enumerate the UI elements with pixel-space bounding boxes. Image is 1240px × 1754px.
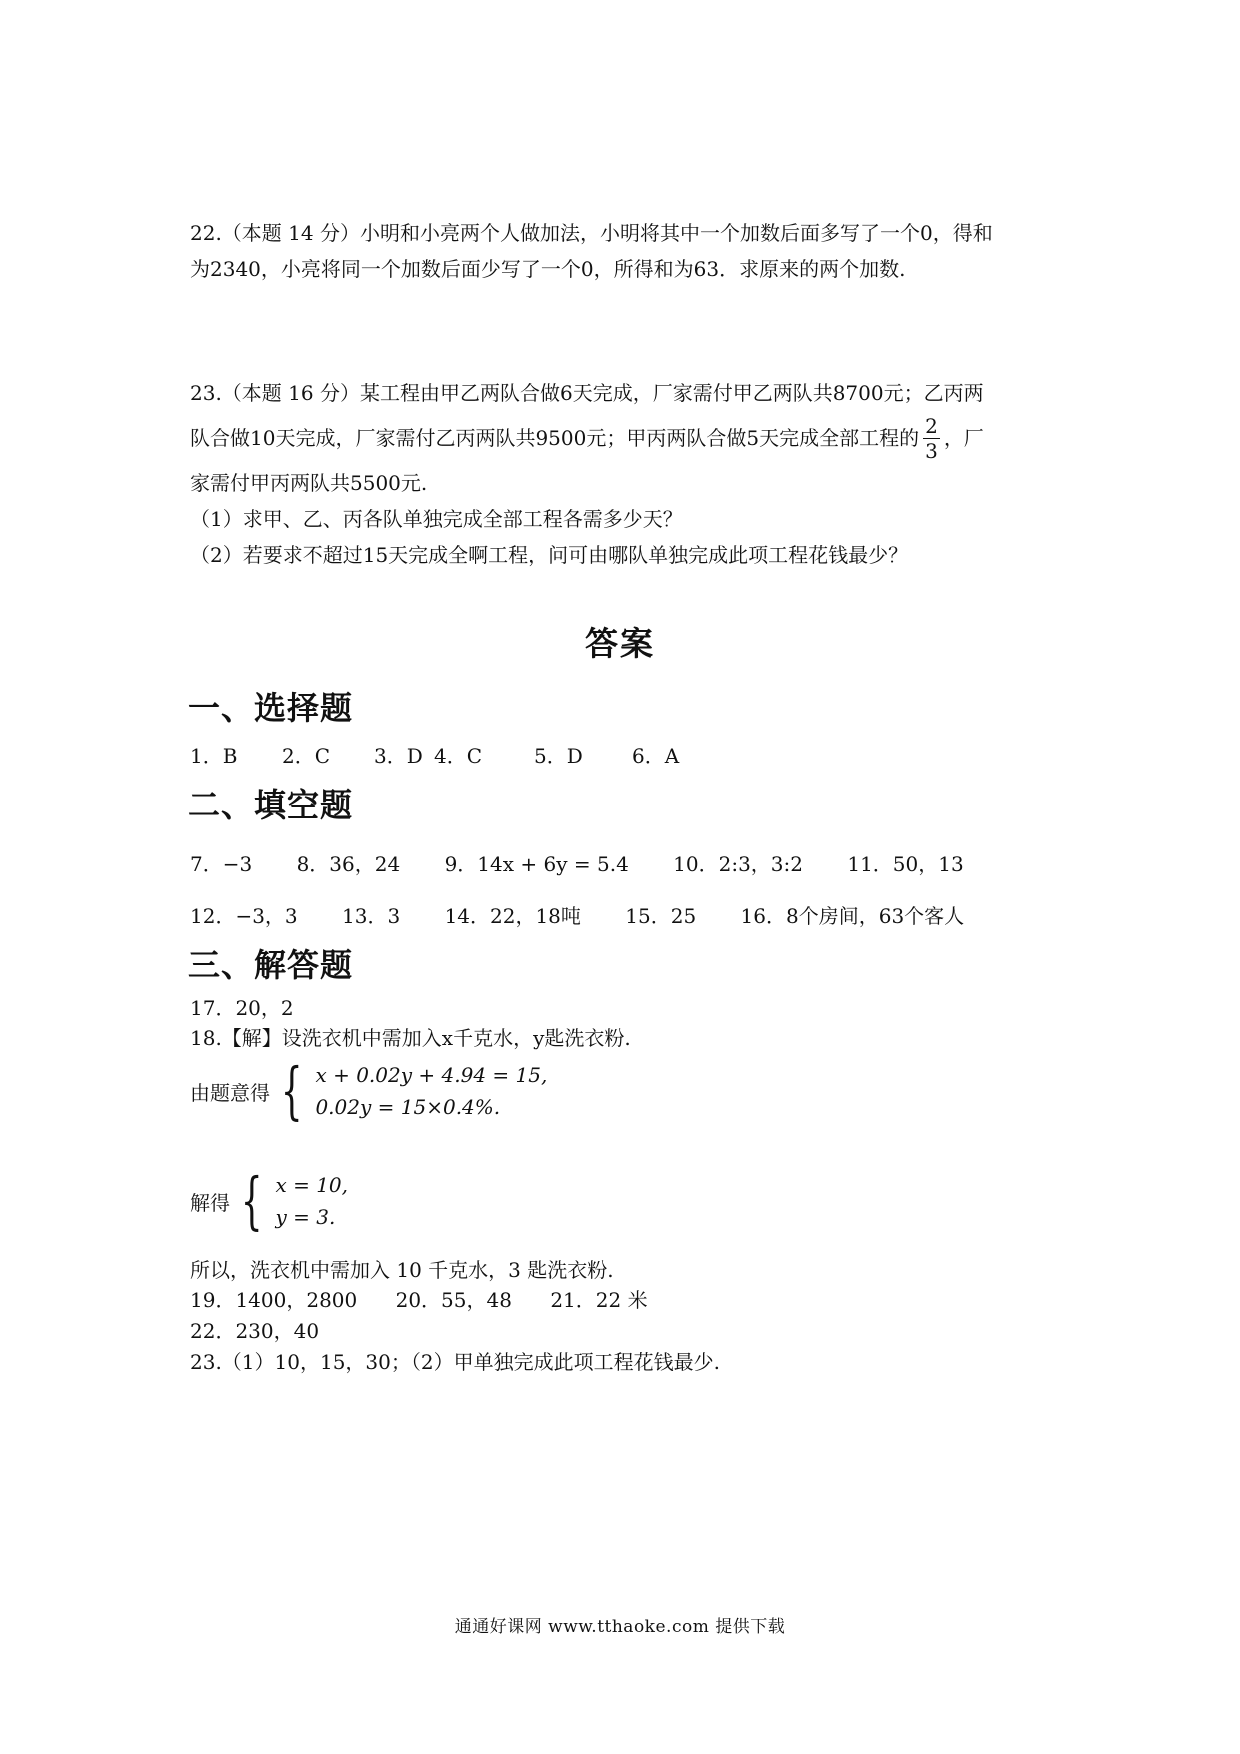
question-22-line-1: 22.（本题 14 分）小明和小亮两个人做加法，小明将其中一个加数后面多写了一个0，得和	[190, 221, 993, 245]
question-23-line-2-text: 队合做10天完成，厂家需付乙丙两队共9500元；甲丙两队合做5天完成全部工程的	[190, 426, 920, 450]
answer-22: 22．230，40	[190, 1319, 320, 1343]
equation-line: y = 3.	[275, 1205, 336, 1229]
fill-answer: 13．3	[342, 904, 401, 928]
fill-answer: 10．2:3，3:2	[673, 852, 803, 876]
fill-answer: 16．8个房间，63个客人	[740, 904, 965, 928]
fill-answer: 8．36，24	[296, 852, 401, 876]
section-heading-choice: 一、选择题	[188, 689, 354, 727]
question-23-line-1: 23.（本题 16 分）某工程由甲乙两队合做6天完成，厂家需付甲乙两队共8700元；乙丙两	[190, 381, 984, 405]
fill-answer: 9．14x + 6y = 5.4	[444, 852, 629, 876]
question-23-line-2-tail: ，厂	[943, 426, 984, 450]
choice-answers	[190, 740, 679, 769]
choice-answer: 3．D	[374, 744, 423, 768]
equation-system-solution	[190, 1164, 349, 1237]
fill-answer: 14．22，18吨	[444, 904, 581, 928]
section-heading-solve: 三、解答题	[188, 946, 354, 984]
equation-label: 由题意得	[190, 1080, 270, 1105]
answer-17: 17．20，2	[190, 996, 294, 1020]
equation-line: 0.02y = 15×0.4%.	[315, 1095, 501, 1119]
left-brace-icon: {	[280, 1054, 303, 1127]
footer-source: 通通好课网 www.tthaoke.com 提供下载	[454, 1617, 786, 1637]
equation-label: 解得	[190, 1190, 230, 1215]
equation-line: x + 0.02y + 4.94 = 15,	[315, 1063, 548, 1087]
answer-18-setup: 18.【解】设洗衣机中需加入x千克水，y匙洗衣粉.	[190, 1026, 631, 1050]
answer-item: 21．22 米	[550, 1288, 648, 1312]
answers-19-21	[190, 1284, 680, 1313]
choice-answer: 4．C	[434, 744, 483, 768]
fraction-numerator: 2	[925, 413, 938, 438]
fill-answers-row-1	[190, 848, 1002, 877]
equation-line: x = 10,	[275, 1173, 349, 1197]
question-22-line-2: 为2340，小亮将同一个加数后面少写了一个0，所得和为63．求原来的两个加数.	[190, 257, 906, 281]
answer-18-conclusion: 所以，洗衣机中需加入 10 千克水，3 匙洗衣粉.	[190, 1258, 614, 1282]
answer-item: 19．1400，2800	[190, 1288, 358, 1312]
fill-answer: 15．25	[625, 904, 697, 928]
fraction-denominator: 3	[925, 438, 938, 463]
choice-answer: 1．B	[190, 744, 238, 768]
equation-lines	[315, 1063, 547, 1119]
choice-answer: 2．C	[282, 744, 331, 768]
question-23-part-2: （2）若要求不超过15天完成全啊工程，问可由哪队单独完成此项工程花钱最少？	[190, 543, 909, 567]
equation-system-given	[190, 1054, 548, 1127]
choice-answer: 5．D	[534, 744, 583, 768]
answers-title: 答案	[585, 624, 655, 663]
fill-answer: 11．50，13	[847, 852, 964, 876]
section-heading-fill: 二、填空题	[188, 786, 354, 824]
left-brace-icon: {	[240, 1164, 263, 1237]
question-22	[190, 215, 1070, 287]
fill-answer: 12．−3，3	[190, 904, 298, 928]
answer-23: 23.（1）10，15，30；（2）甲单独完成此项工程花钱最少.	[190, 1350, 720, 1374]
fill-answer: 7．−3	[190, 852, 253, 876]
question-23	[190, 375, 1070, 573]
fraction-two-thirds	[923, 413, 940, 463]
equation-lines	[275, 1173, 348, 1229]
question-23-line-3: 家需付甲丙两队共5500元.	[190, 471, 428, 495]
choice-answer: 6．A	[632, 744, 680, 768]
question-23-part-1: （1）求甲、乙、丙各队单独完成全部工程各需多少天？	[190, 507, 683, 531]
answer-item: 20．55，48	[395, 1288, 512, 1312]
fill-answers-row-2	[190, 900, 1002, 929]
question-23-line-2	[190, 411, 1070, 465]
